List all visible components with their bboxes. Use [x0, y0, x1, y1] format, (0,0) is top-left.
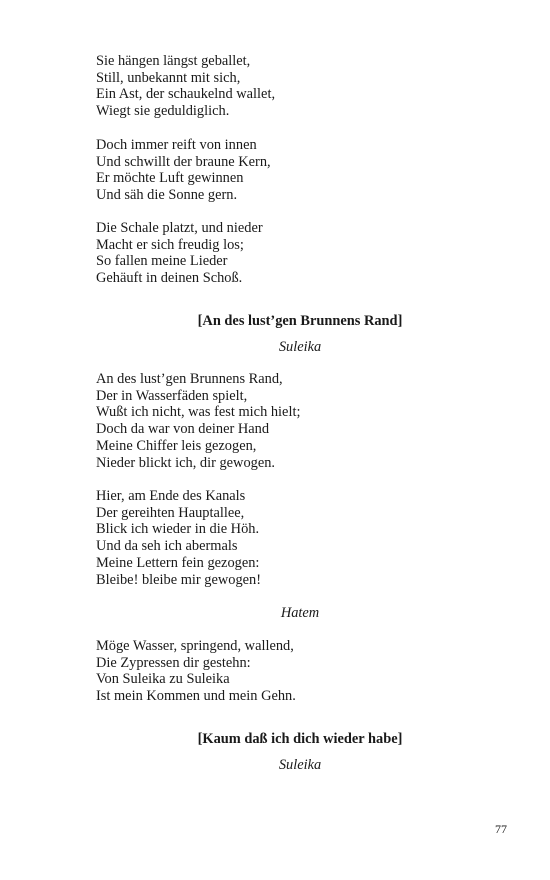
verse-line: Er möchte Luft gewinnen: [96, 170, 244, 187]
poem-title: [Kaum daß ich dich wieder habe]: [197, 731, 403, 747]
verse-line: Die Zypressen dir gestehn:: [96, 654, 251, 671]
poem-stanza: [96, 137, 271, 204]
verse-line: Wiegt sie geduldiglich.: [96, 103, 230, 120]
speaker-name: Suleika: [278, 757, 322, 773]
verse-line: Meine Lettern fein gezogen:: [96, 554, 260, 571]
verse-line: Und schwillt der braune Kern,: [96, 153, 271, 170]
verse-line: Der gereihten Hauptallee,: [96, 504, 245, 521]
poem-stanza: [96, 488, 261, 588]
verse-line: Sie hängen längst geballet,: [96, 53, 251, 69]
poem-stanza: [96, 371, 300, 471]
verse-line: Nieder blickt ich, dir gewogen.: [96, 454, 276, 471]
poem-stanza: [96, 53, 275, 120]
verse-line: Und säh die Sonne gern.: [96, 187, 238, 204]
verse-line: Wußt ich nicht, was fest mich hielt;: [96, 404, 301, 421]
poem-stanza: [96, 220, 263, 287]
verse-line: Die Schale platzt, und nieder: [96, 220, 263, 236]
verse-line: Bleibe! bleibe mir gewogen!: [96, 571, 262, 588]
verse-line: Hier, am Ende des Kanals: [96, 488, 246, 504]
verse-line: Meine Chiffer leis gezogen,: [96, 437, 257, 454]
verse-line: Blick ich wieder in die Höh.: [96, 521, 260, 538]
verse-line: Still, unbekannt mit sich,: [96, 69, 241, 86]
speaker-name: Suleika: [278, 339, 322, 355]
verse-line: Doch immer reift von innen: [96, 137, 257, 153]
verse-line: Ein Ast, der schaukelnd wallet,: [96, 86, 276, 103]
poem-title: [An des lust’gen Brunnens Rand]: [197, 313, 403, 329]
verse-line: Macht er sich freudig los;: [96, 236, 244, 253]
verse-line: Gehäuft in deinen Schoß.: [96, 270, 243, 287]
poem-stanza: [96, 638, 296, 705]
verse-line: Möge Wasser, springend, wallend,: [96, 638, 294, 654]
verse-line: Von Suleika zu Suleika: [96, 671, 230, 688]
speaker-name: Hatem: [280, 605, 320, 621]
verse-line: Der in Wasserfäden spielt,: [96, 387, 248, 404]
verse-line: An des lust’gen Brunnens Rand,: [96, 371, 283, 387]
page-number: 77: [495, 822, 507, 836]
verse-line: So fallen meine Lieder: [96, 253, 228, 270]
verse-line: Ist mein Kommen und mein Gehn.: [96, 688, 296, 705]
verse-line: Und da seh ich abermals: [96, 538, 238, 555]
verse-line: Doch da war von deiner Hand: [96, 421, 270, 438]
